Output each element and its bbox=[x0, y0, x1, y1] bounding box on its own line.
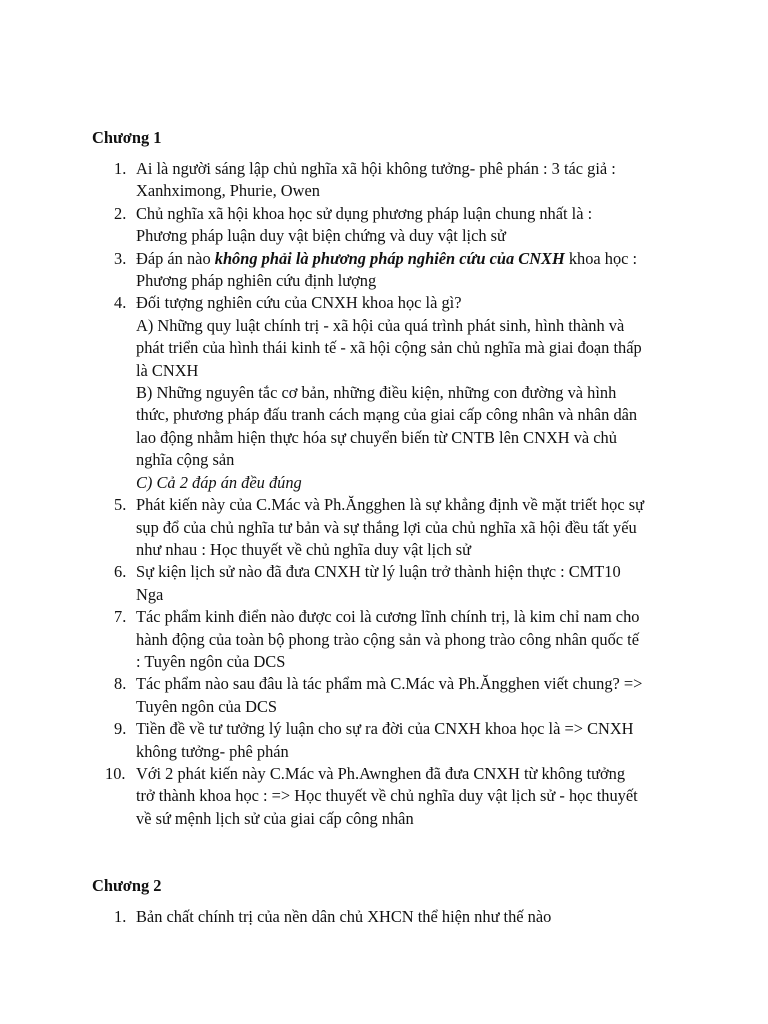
item-number: 6. bbox=[114, 562, 127, 582]
item-line: lao động nhằm hiện thực hóa sự chuyển biến từ CNTB lên CNXH và chủ bbox=[136, 427, 617, 447]
item-number: 8. bbox=[114, 674, 127, 694]
chapter-2-title: Chương 2 bbox=[92, 876, 162, 895]
item-number: 7. bbox=[114, 607, 127, 627]
item-line: A) Những quy luật chính trị - xã hội của quá trình phát sinh, hình thành và bbox=[136, 315, 625, 335]
item-line-mixed bbox=[136, 248, 692, 270]
item-line: Tuyên ngôn của DCS bbox=[136, 696, 278, 716]
item-line: B) Những nguyên tắc cơ bản, những điều kiện, những con đường và hình bbox=[136, 383, 617, 403]
item-line: Chủ nghĩa xã hội khoa học sử dụng phương pháp luận chung nhất là : bbox=[136, 203, 593, 223]
question-text: Đáp án nào bbox=[136, 248, 215, 268]
answer-line: C) Cả 2 đáp án đều đúng bbox=[136, 472, 302, 492]
item-line: Phát kiến này của C.Mác và Ph.Ăngghen là sự khẳng định về mặt triết học sự bbox=[136, 495, 645, 515]
list-item bbox=[92, 292, 692, 494]
list-item bbox=[92, 248, 692, 293]
chapter-1-title: Chương 1 bbox=[92, 128, 162, 147]
item-line: không tưởng- phê phán bbox=[136, 741, 289, 761]
list-item bbox=[92, 906, 692, 928]
item-line: phát triển của hình thái kinh tế - xã hội cộng sản chủ nghĩa mà giai đoạn thấp bbox=[136, 338, 642, 358]
item-line: hành động của toàn bộ phong trào cộng sản và phong trào công nhân quốc tế bbox=[136, 629, 639, 649]
chapter-1-question-list bbox=[92, 158, 692, 830]
question-text: khoa học : bbox=[564, 248, 638, 268]
list-item bbox=[92, 718, 692, 763]
item-line: Tác phẩm kinh điển nào được coi là cương lĩnh chính trị, là kim chỉ nam cho bbox=[136, 607, 640, 627]
list-item bbox=[92, 673, 692, 718]
chapter-2-question-list bbox=[92, 906, 692, 928]
item-line: như nhau : Học thuyết về chủ nghĩa duy vật lịch sử bbox=[136, 539, 472, 559]
item-line: Tiền đề về tư tưởng lý luận cho sự ra đời của CNXH khoa học là => CNXH bbox=[136, 719, 634, 739]
list-item bbox=[92, 203, 692, 248]
item-line: Nga bbox=[136, 584, 164, 604]
item-number: 1. bbox=[114, 907, 127, 926]
item-line: Phương pháp nghiên cứu định lượng bbox=[136, 271, 377, 291]
item-line: : Tuyên ngôn của DCS bbox=[136, 651, 286, 671]
list-item bbox=[92, 763, 692, 830]
item-number: 4. bbox=[114, 293, 127, 313]
item-line: Tác phẩm nào sau đâu là tác phẩm mà C.Mác và Ph.Ăngghen viết chung? => bbox=[136, 674, 643, 694]
list-item bbox=[92, 494, 692, 561]
item-line: Ai là người sáng lập chủ nghĩa xã hội không tưởng- phê phán : 3 tác giả : bbox=[136, 159, 616, 178]
item-line: nghĩa cộng sản bbox=[136, 450, 235, 470]
item-line: là CNXH bbox=[136, 360, 199, 380]
item-line: trở thành khoa học : => Học thuyết về chủ nghĩa duy vật lịch sử - học thuyết bbox=[136, 786, 638, 806]
item-line: Bản chất chính trị của nền dân chủ XHCN thể hiện như thế nào bbox=[136, 907, 552, 926]
item-number: 5. bbox=[114, 495, 127, 515]
item-number: 9. bbox=[114, 719, 127, 739]
item-number: 10. bbox=[105, 763, 126, 783]
list-item bbox=[92, 561, 692, 606]
item-line: Đối tượng nghiên cứu của CNXH khoa học là gì? bbox=[136, 293, 462, 313]
item-line: về sứ mệnh lịch sử của giai cấp công nhân bbox=[136, 808, 414, 828]
item-line: sụp đổ của chủ nghĩa tư bản và sự thắng lợi của chủ nghĩa xã hội đều tất yếu bbox=[136, 517, 637, 537]
item-line: Phương pháp luận duy vật biện chứng và duy vật lịch sử bbox=[136, 226, 506, 246]
item-line: Xanhximong, Phurie, Owen bbox=[136, 181, 320, 201]
item-number: 2. bbox=[114, 203, 127, 223]
list-item bbox=[92, 606, 692, 673]
item-line: Sự kiện lịch sử nào đã đưa CNXH từ lý luận trở thành hiện thực : CMT10 bbox=[136, 562, 621, 582]
item-number: 1. bbox=[114, 159, 127, 178]
list-item bbox=[92, 158, 692, 203]
item-line: Với 2 phát kiến này C.Mác và Ph.Awnghen đã đưa CNXH từ không tưởng bbox=[136, 763, 626, 783]
item-line: thức, phương pháp đấu tranh cách mạng của giai cấp công nhân và nhân dân bbox=[136, 405, 638, 425]
item-number: 3. bbox=[114, 248, 127, 268]
emphasized-text: không phải là phương pháp nghiên cứu của CNXH bbox=[214, 248, 565, 268]
